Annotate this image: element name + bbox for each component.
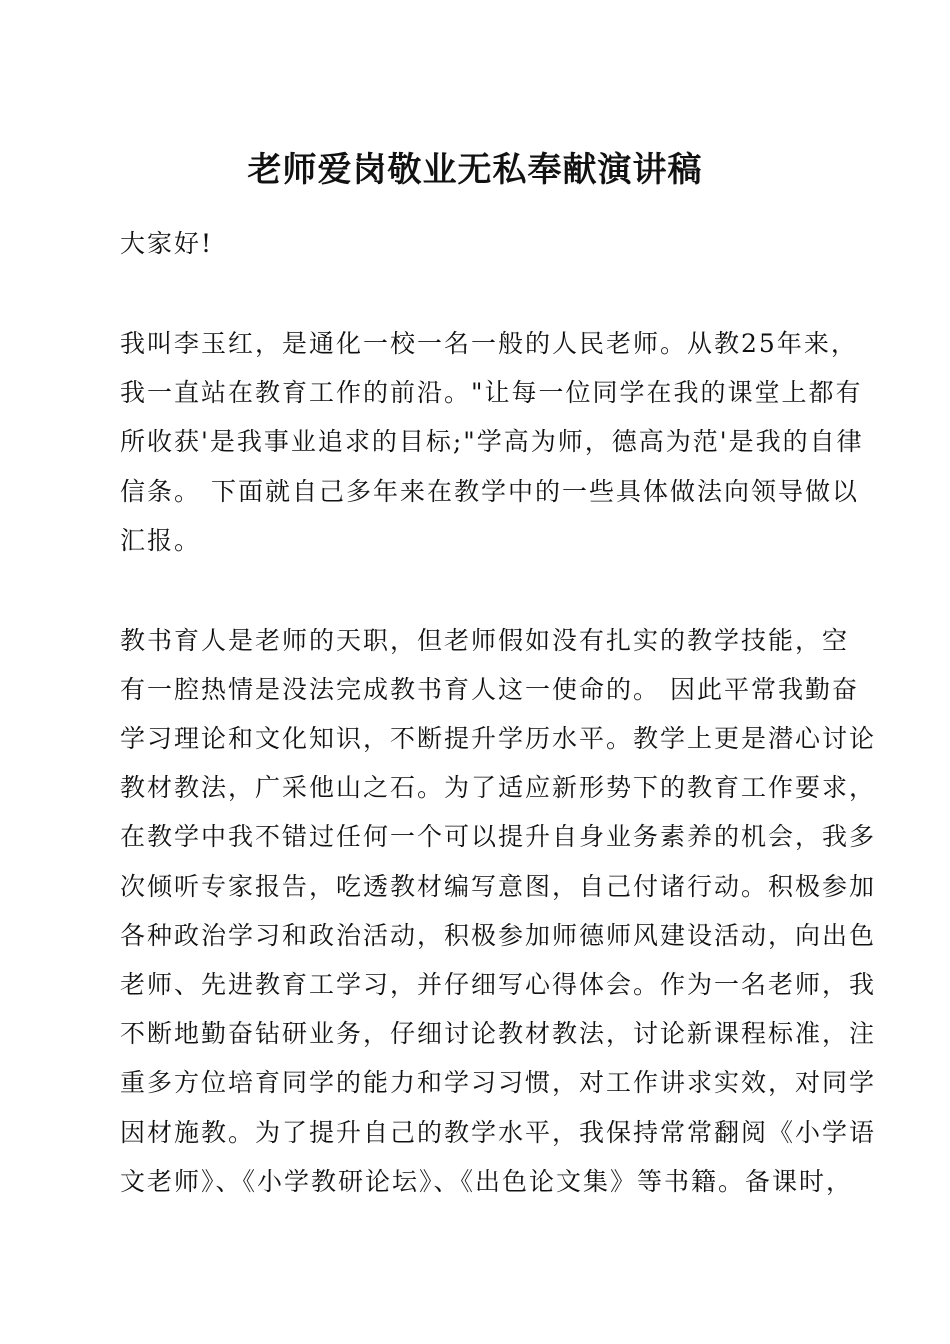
paragraph-2-line-10: 重多方位培育同学的能力和学习习惯，对工作讲求实效，对同学 <box>120 1068 877 1097</box>
paragraph-1-line-4: 信条。 下面就自己多年来在教学中的一些具体做法向领导做以 <box>120 477 859 506</box>
paragraph-1-line-1: 我叫李玉红，是通化一校一名一般的人民老师。从教25年来， <box>120 329 858 358</box>
paragraph-1-line-2: 我一直站在教育工作的前沿。"让每一位同学在我的课堂上都有 <box>120 378 863 407</box>
paragraph-2-line-7: 各种政治学习和政治活动，积极参加师德师风建设活动，向出色 <box>120 921 877 950</box>
paragraph-2-line-11: 因材施教。为了提升自己的教学水平，我保持常常翻阅《小学语 <box>120 1118 877 1147</box>
paragraph-2-line-8: 老师、先进教育工学习，并仔细写心得体会。作为一名老师，我 <box>120 970 877 999</box>
paragraph-2-line-9: 不断地勤奋钻研业务，仔细讨论教材教法，讨论新课程标准，注 <box>120 1019 877 1048</box>
greeting-text: 大家好! <box>120 229 214 258</box>
paragraph-2-line-4: 教材教法，广采他山之石。为了适应新形势下的教育工作要求， <box>120 773 877 802</box>
paragraph-2-line-12: 文老师》、《小学教研论坛》、《出色论文集》等书籍。备课时， <box>120 1167 854 1196</box>
paragraph-2-line-5: 在教学中我不错过任何一个可以提升自身业务素养的机会，我多 <box>120 822 877 851</box>
paragraph-1-line-3: 所收获'是我事业追求的目标;"学高为师，德高为范'是我的自律 <box>120 427 864 456</box>
paragraph-2-line-1: 教书育人是老师的天职，但老师假如没有扎实的教学技能，空 <box>120 626 850 655</box>
paragraph-1-line-5: 汇报。 <box>120 526 202 555</box>
paragraph-2-line-3: 学习理论和文化知识，不断提升学历水平。教学上更是潜心讨论 <box>120 724 877 753</box>
paragraph-2-line-2: 有一腔热情是没法完成教书育人这一使命的。 因此平常我勤奋 <box>120 675 859 704</box>
document-title: 老师爱岗敬业无私奉献演讲稿 <box>247 150 703 190</box>
paragraph-2-line-6: 次倾听专家报告，吃透教材编写意图，自己付诸行动。积极参加 <box>120 872 877 901</box>
